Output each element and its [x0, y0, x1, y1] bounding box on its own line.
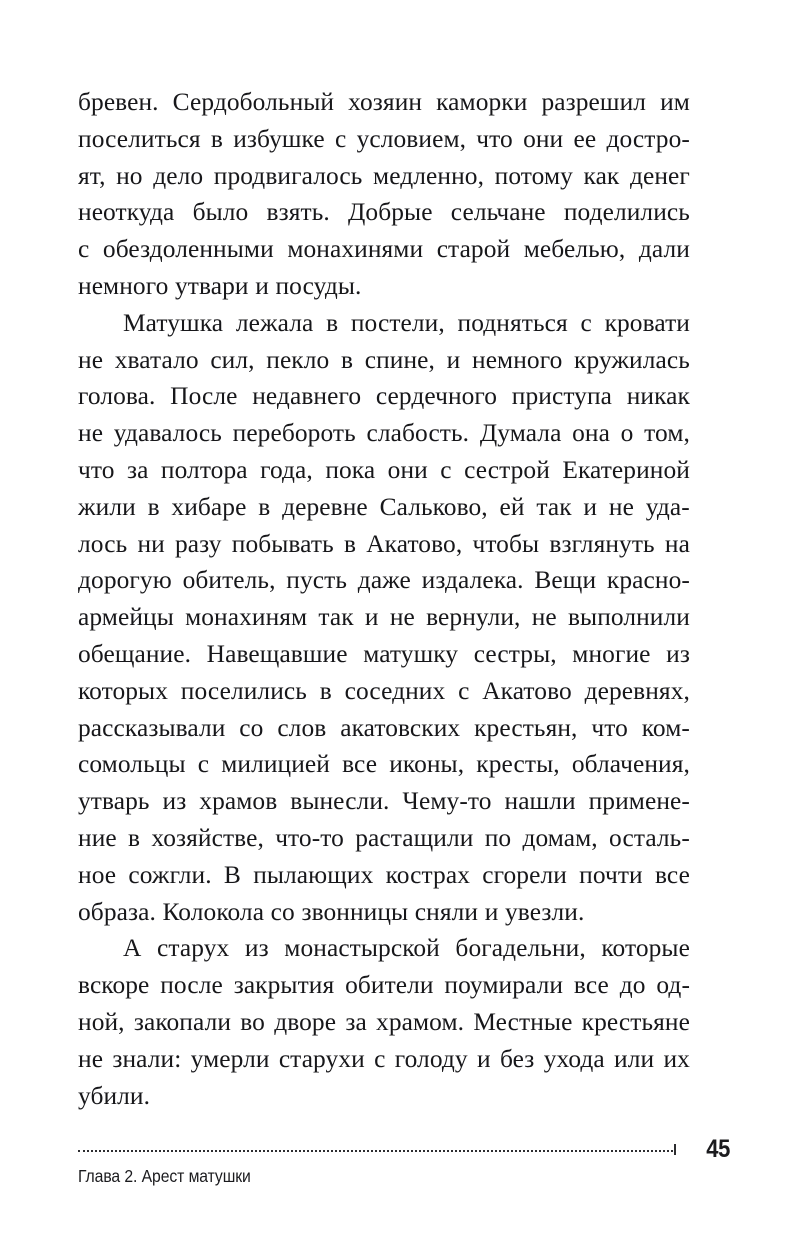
word: и	[583, 492, 598, 521]
word: вернули,	[426, 603, 521, 632]
word: было	[192, 198, 249, 227]
word: вынесли.	[290, 787, 390, 816]
word: сомольцы	[78, 750, 186, 779]
word: кружилась	[574, 345, 690, 374]
word: их	[663, 1044, 690, 1073]
word: из	[244, 934, 269, 963]
word: од-	[656, 971, 690, 1000]
word: в	[210, 124, 223, 153]
word: дорогую	[78, 566, 172, 595]
word: удавалось	[113, 419, 222, 448]
word: достро-	[606, 124, 690, 153]
text-line	[78, 1041, 690, 1078]
word: подняться	[457, 308, 568, 337]
word: Навещавшие	[206, 639, 348, 668]
word: с	[197, 750, 210, 779]
word: года,	[260, 455, 313, 484]
word: взглянуть	[549, 529, 655, 558]
text-line	[78, 415, 690, 452]
word: храмом.	[376, 1007, 465, 1036]
word: в	[319, 676, 332, 705]
text-line	[78, 526, 690, 563]
word: хозяин	[348, 88, 423, 116]
word: избушке	[233, 124, 325, 153]
word: иконы,	[389, 750, 465, 779]
word: издалека.	[421, 566, 524, 595]
word: Акатово	[482, 676, 572, 705]
word: в	[326, 308, 339, 337]
word: примене-	[588, 787, 690, 816]
word: побывать	[231, 529, 334, 558]
word: она	[572, 419, 610, 448]
word: без	[499, 1044, 535, 1073]
word: потому	[494, 161, 573, 190]
word: жили	[78, 492, 136, 521]
word: многие	[572, 639, 651, 668]
word: утварь	[78, 787, 150, 816]
word: сельчане	[450, 198, 546, 227]
word: с	[440, 455, 452, 484]
text-line	[78, 121, 690, 158]
word: крестьяне	[581, 1007, 690, 1036]
word: из	[666, 639, 690, 668]
word: кровати	[604, 308, 690, 337]
word: крестьян,	[474, 713, 578, 742]
rule-end-tick	[674, 1144, 676, 1155]
word: в	[147, 492, 160, 521]
word: старух	[157, 934, 230, 963]
word: пылающих	[253, 860, 374, 889]
word: бревен.	[78, 88, 159, 116]
word: постели,	[350, 308, 445, 337]
word: слов	[277, 713, 327, 742]
text-line	[78, 967, 690, 1004]
word: не	[531, 603, 557, 632]
word: условием,	[356, 124, 467, 153]
text-line	[78, 231, 690, 268]
word: дело	[153, 161, 204, 190]
word: полтора	[160, 455, 248, 484]
dotted-rule	[78, 1149, 673, 1152]
word: лежала	[235, 308, 314, 337]
word: но	[116, 161, 143, 190]
text-line	[78, 268, 690, 305]
word: не	[78, 1044, 104, 1073]
word: увезли.	[504, 897, 585, 926]
word: поселились	[180, 676, 307, 705]
word: сердечного	[375, 382, 498, 411]
word: в	[343, 529, 357, 558]
word: поумирали	[444, 971, 564, 1000]
word: армейцы	[78, 603, 174, 632]
word: ей	[499, 492, 525, 521]
word: облачения,	[571, 750, 690, 779]
word: приступа	[511, 382, 613, 411]
text-line	[78, 562, 690, 599]
word: знали:	[112, 1044, 182, 1073]
word: домам,	[522, 823, 598, 852]
word: или	[614, 1044, 655, 1073]
word: как	[583, 161, 620, 190]
word: рассказывали	[78, 713, 226, 742]
word: обитель,	[182, 566, 276, 595]
word: даже	[357, 566, 411, 595]
word: монахинями	[287, 235, 424, 264]
chapter-footer-label: Глава 2. Арест матушки	[78, 1166, 251, 1186]
text-line	[78, 673, 690, 710]
word: медленно,	[373, 161, 485, 190]
word: Матушка	[123, 308, 224, 337]
word: посуды.	[275, 271, 362, 300]
word: Сердобольный	[172, 88, 335, 116]
word: Екатериной	[562, 455, 690, 484]
word: дали	[638, 235, 690, 264]
page-footer	[78, 1134, 730, 1187]
word: каморки	[436, 88, 528, 116]
word: ни	[137, 529, 165, 558]
word: из	[162, 787, 187, 816]
word: не	[608, 492, 634, 521]
word: разрешил	[541, 88, 647, 116]
word: обещание.	[78, 639, 192, 668]
text-line	[78, 710, 690, 747]
word: Сальково,	[379, 492, 488, 521]
word: ной,	[78, 1007, 125, 1036]
word: так	[318, 603, 354, 632]
word: и	[446, 345, 461, 374]
word: монастырской	[284, 934, 440, 963]
word: поселиться	[78, 124, 201, 153]
word: на	[664, 529, 690, 558]
text-line	[78, 1004, 690, 1041]
word: деревне	[282, 492, 368, 521]
word: вскоре	[78, 971, 150, 1000]
word: хватало	[114, 345, 199, 374]
word: уда-	[645, 492, 690, 521]
word: умерли	[190, 1044, 270, 1073]
word: чтобы	[472, 529, 540, 558]
word: и	[484, 897, 499, 926]
word: лось	[78, 529, 128, 558]
word: пекло	[266, 345, 330, 374]
word: со	[239, 713, 264, 742]
word: ят,	[78, 161, 106, 190]
word: выполнили	[567, 603, 690, 632]
word: с	[580, 308, 592, 337]
word: монахиням	[185, 603, 308, 632]
word: Добрые	[348, 198, 433, 227]
word: матушку	[363, 639, 459, 668]
word: немного	[472, 345, 563, 374]
word: в	[258, 492, 271, 521]
word: что-то	[275, 823, 344, 852]
word: утвари	[174, 271, 249, 300]
text-line	[78, 820, 690, 857]
word: после	[160, 971, 223, 1000]
word: старухи	[278, 1044, 365, 1073]
word: что	[476, 124, 513, 153]
word: и	[255, 271, 269, 300]
word: им	[660, 88, 690, 116]
word: ние	[78, 823, 117, 852]
page-number: 45	[706, 1134, 730, 1163]
word: так	[536, 492, 572, 521]
word: о	[620, 419, 634, 448]
word: взять.	[266, 198, 330, 227]
word: В	[223, 860, 241, 889]
word: голова.	[78, 382, 156, 411]
text-line	[78, 636, 690, 673]
word: до	[619, 971, 646, 1000]
text-line	[78, 194, 690, 231]
text-line	[78, 305, 690, 342]
word: закрытия	[233, 971, 335, 1000]
word: После	[170, 382, 238, 411]
word: немного	[78, 271, 169, 300]
word: А	[123, 934, 142, 963]
text-line	[78, 783, 690, 820]
word: акатовских	[340, 713, 461, 742]
paragraph	[78, 305, 690, 931]
word: хибаре	[171, 492, 247, 521]
word: голоду	[394, 1044, 468, 1073]
word: Местные	[473, 1007, 573, 1036]
word: осталь-	[609, 823, 690, 852]
word: Вещи	[534, 566, 597, 595]
text-line	[78, 930, 690, 967]
word: ком-	[641, 713, 690, 742]
word: кострах	[385, 860, 471, 889]
word: звонницы	[301, 897, 409, 926]
word: красно-	[606, 566, 690, 595]
word: неоткуда	[78, 198, 175, 227]
word: растащили	[355, 823, 474, 852]
footer-rule-row	[78, 1134, 730, 1163]
word: сил,	[210, 345, 255, 374]
word: они	[523, 124, 564, 153]
word: денег	[629, 161, 690, 190]
word: обездоленными	[102, 235, 274, 264]
word: убили.	[78, 1081, 151, 1110]
word: с	[374, 1044, 386, 1073]
word: сожгли.	[128, 860, 212, 889]
word: слабость.	[366, 419, 470, 448]
word: соседних	[344, 676, 446, 705]
word: они	[387, 455, 428, 484]
word: никак	[626, 382, 690, 411]
word: пока	[325, 455, 376, 484]
word: все	[654, 860, 690, 889]
text-line	[78, 489, 690, 526]
word: обители	[345, 971, 434, 1000]
word: и	[364, 603, 379, 632]
word: не	[389, 603, 415, 632]
word: с	[78, 235, 90, 264]
word: с	[458, 676, 470, 705]
word: нашли	[504, 787, 576, 816]
word: дворе	[274, 1007, 337, 1036]
word: продвигалось	[213, 161, 363, 190]
word: по	[484, 823, 512, 852]
word: старой	[436, 235, 511, 264]
word: ухода	[543, 1044, 605, 1073]
word: образа.	[78, 897, 156, 926]
word: все	[342, 750, 378, 779]
word: богадельни,	[455, 934, 586, 963]
word: милицией	[221, 750, 330, 779]
word: за	[126, 455, 149, 484]
word: не	[78, 345, 104, 374]
word: в	[128, 823, 141, 852]
word: Акатово,	[366, 529, 463, 558]
word: поделились	[563, 198, 690, 227]
paragraph	[78, 84, 690, 305]
text-line	[78, 599, 690, 636]
word: сестры,	[473, 639, 557, 668]
paragraph	[78, 930, 690, 1114]
word: деревнях,	[584, 676, 690, 705]
word: все	[573, 971, 609, 1000]
word: ее	[573, 124, 597, 153]
word: пусть	[286, 566, 348, 595]
word: сняли	[414, 897, 479, 926]
word: Чему-то	[402, 787, 492, 816]
word: недавнего	[252, 382, 362, 411]
word: которые	[601, 934, 690, 963]
word: почти	[579, 860, 643, 889]
word: сестрой	[464, 455, 550, 484]
text-line	[78, 452, 690, 489]
word: том,	[644, 419, 690, 448]
body-text-column	[78, 84, 690, 1114]
word: что	[78, 455, 115, 484]
word: за	[345, 1007, 367, 1036]
text-line	[78, 1078, 690, 1115]
text-line	[78, 746, 690, 783]
word: мебелью,	[523, 235, 626, 264]
text-line	[78, 857, 690, 894]
word: со	[270, 897, 295, 926]
word: которых	[78, 676, 169, 705]
word: во	[240, 1007, 265, 1036]
word: что	[591, 713, 628, 742]
text-line	[78, 84, 690, 121]
word: ное	[78, 860, 117, 889]
word: и	[476, 1044, 491, 1073]
word: кресты,	[476, 750, 560, 779]
word: перебороть	[232, 419, 356, 448]
word: разу	[175, 529, 222, 558]
word: сгорели	[482, 860, 567, 889]
text-line	[78, 378, 690, 415]
word: закопали	[133, 1007, 232, 1036]
text-line	[78, 342, 690, 379]
text-line	[78, 158, 690, 195]
word: храмов	[199, 787, 278, 816]
word: спине,	[364, 345, 435, 374]
word: Думала	[479, 419, 562, 448]
word: в	[340, 345, 354, 374]
word: хозяйстве,	[151, 823, 264, 852]
word: Колокола	[162, 897, 265, 926]
word: не	[78, 419, 104, 448]
text-line	[78, 894, 690, 931]
word: с	[334, 124, 347, 153]
